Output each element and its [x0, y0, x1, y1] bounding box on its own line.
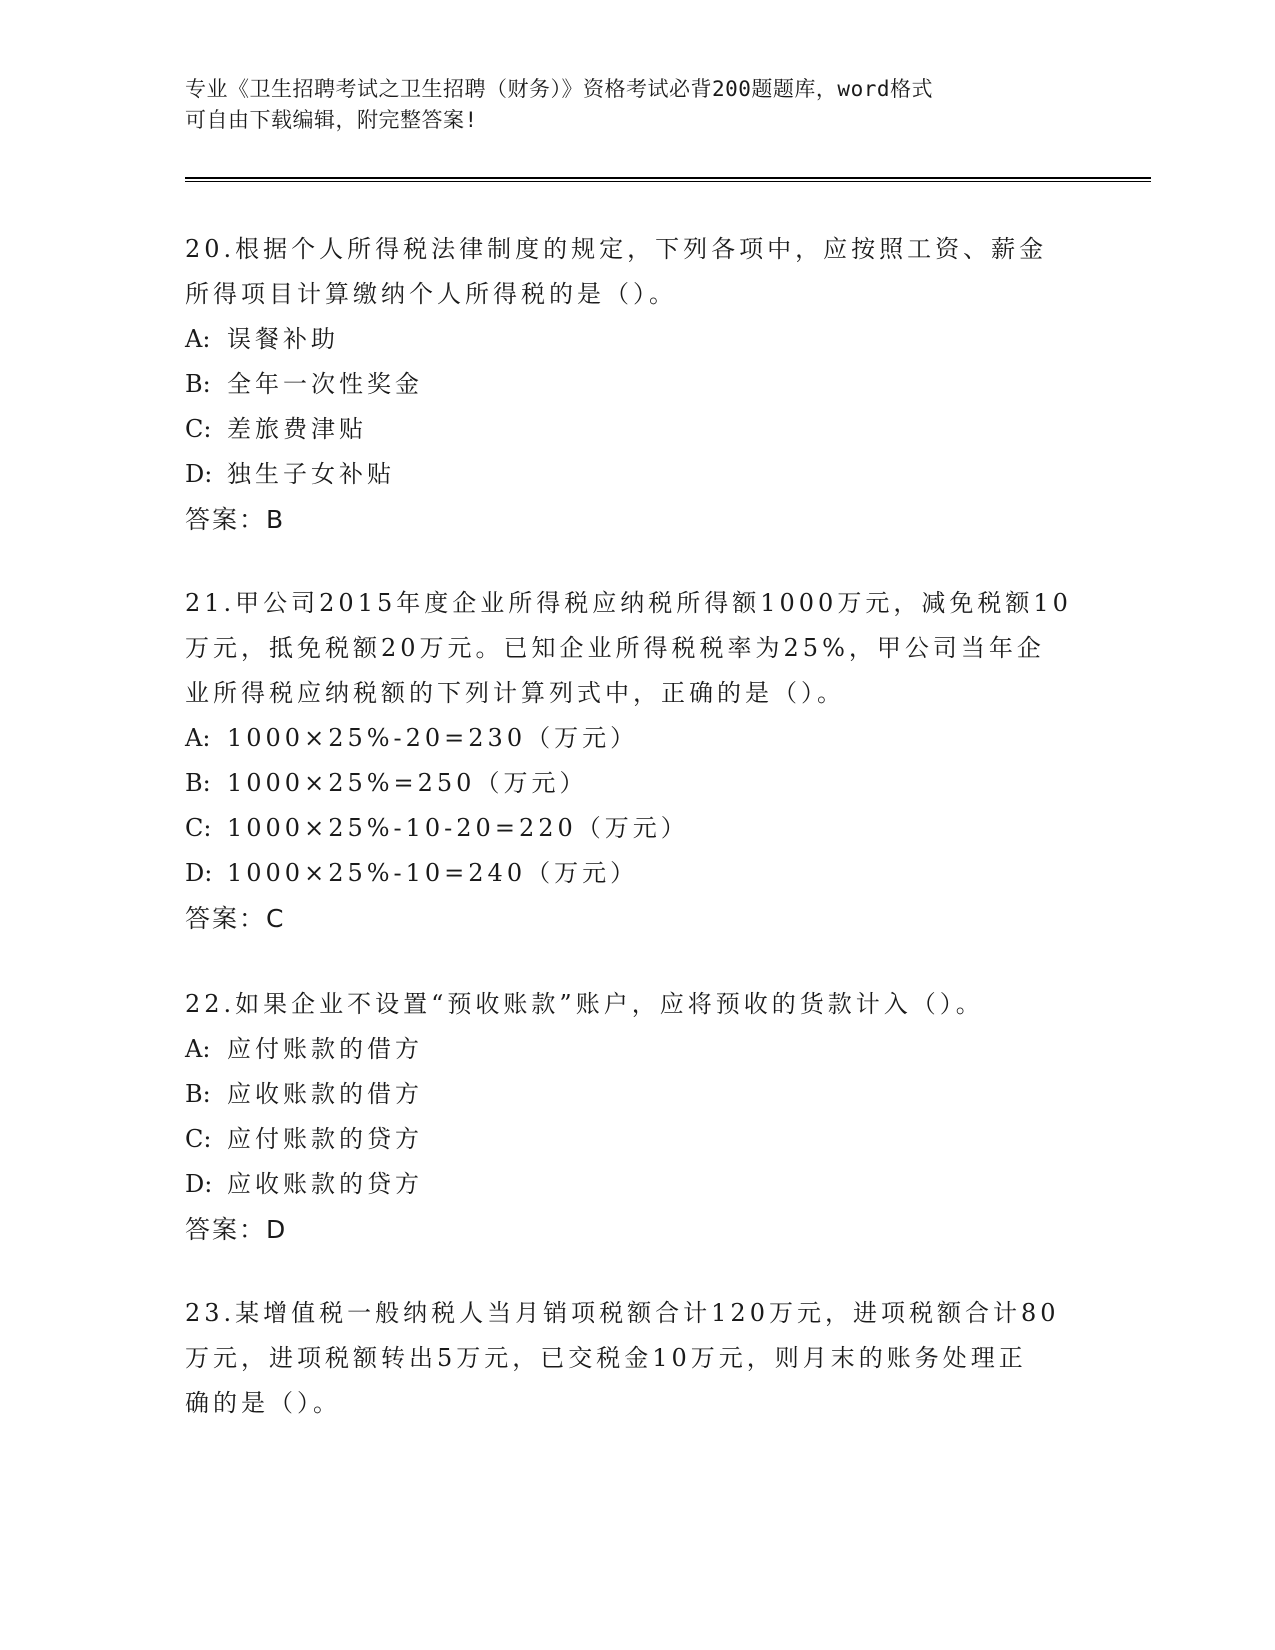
option-text: 应付账款的贷方: [227, 1125, 423, 1153]
question-stem: [185, 982, 1085, 1027]
stem-line: 确的是（）。: [185, 1389, 341, 1417]
answer-line: 答案：D: [185, 1215, 288, 1244]
header-divider: [185, 181, 1151, 182]
stem-line: 万元，抵免税额20万元。已知企业所得税税率为25%，甲公司当年企: [185, 634, 1045, 662]
document-header: [185, 74, 1065, 136]
option-c: [185, 1117, 1085, 1162]
option-a: [185, 716, 1085, 761]
option-text: 全年一次性奖金: [227, 370, 423, 398]
option-letter: D:: [185, 460, 213, 488]
option-text: 应付账款的借方: [227, 1035, 423, 1063]
option-letter: A:: [185, 724, 211, 752]
question-block: [185, 227, 1085, 542]
option-c: [185, 407, 1085, 452]
question-block: [185, 982, 1085, 1252]
option-letter: D:: [185, 859, 213, 887]
option-d: [185, 851, 1085, 896]
answer-line: 答案：C: [185, 904, 286, 933]
question-stem: [185, 1291, 1085, 1426]
stem-line: 20.根据个人所得税法律制度的规定，下列各项中，应按照工资、薪金: [185, 235, 1048, 263]
option-text: 独生子女补贴: [227, 460, 395, 488]
header-line: 专业《卫生招聘考试之卫生招聘（财务）》资格考试必背200题题库，word格式: [185, 77, 933, 101]
option-d: [185, 452, 1085, 497]
stem-line: 万元，进项税额转出5万元，已交税金10万元，则月末的账务处理正: [185, 1344, 1027, 1372]
stem-line: 业所得税应纳税额的下列计算列式中，正确的是（）。: [185, 679, 845, 707]
option-a: [185, 317, 1085, 362]
option-letter: C:: [185, 814, 212, 842]
stem-line: 21.甲公司2015年度企业所得税应纳税所得额1000万元，减免税额10: [185, 589, 1072, 617]
question-stem: [185, 227, 1085, 317]
stem-line: 22.如果企业不设置“预收账款”账户，应将预收的货款计入（）。: [185, 990, 984, 1018]
option-letter: C:: [185, 415, 212, 443]
option-text: 误餐补助: [227, 325, 339, 353]
option-text: 差旅费津贴: [227, 415, 367, 443]
question-stem: [185, 581, 1085, 716]
answer-line: 答案：B: [185, 505, 286, 534]
option-d: [185, 1162, 1085, 1207]
option-letter: B:: [185, 1080, 211, 1108]
option-text: 1000×25%=250（万元）: [227, 769, 588, 797]
option-b: [185, 362, 1085, 407]
header-line: 可自由下载编辑，附完整答案!: [185, 108, 478, 132]
option-letter: C:: [185, 1125, 212, 1153]
option-letter: A:: [185, 325, 211, 353]
option-letter: B:: [185, 370, 211, 398]
option-a: [185, 1027, 1085, 1072]
option-text: 1000×25%-20=230（万元）: [227, 724, 639, 752]
option-text: 1000×25%-10=240（万元）: [227, 859, 639, 887]
stem-line: 23.某增值税一般纳税人当月销项税额合计120万元，进项税额合计80: [185, 1299, 1060, 1327]
option-text: 应收账款的贷方: [227, 1170, 423, 1198]
option-letter: B:: [185, 769, 211, 797]
question-block: [185, 1291, 1085, 1426]
option-letter: A:: [185, 1035, 211, 1063]
option-text: 应收账款的借方: [227, 1080, 423, 1108]
header-divider: [185, 177, 1151, 179]
stem-line: 所得项目计算缴纳个人所得税的是（）。: [185, 280, 677, 308]
option-text: 1000×25%-10-20=220（万元）: [227, 814, 689, 842]
option-b: [185, 761, 1085, 806]
option-c: [185, 806, 1085, 851]
option-letter: D:: [185, 1170, 213, 1198]
option-b: [185, 1072, 1085, 1117]
question-block: [185, 581, 1085, 941]
